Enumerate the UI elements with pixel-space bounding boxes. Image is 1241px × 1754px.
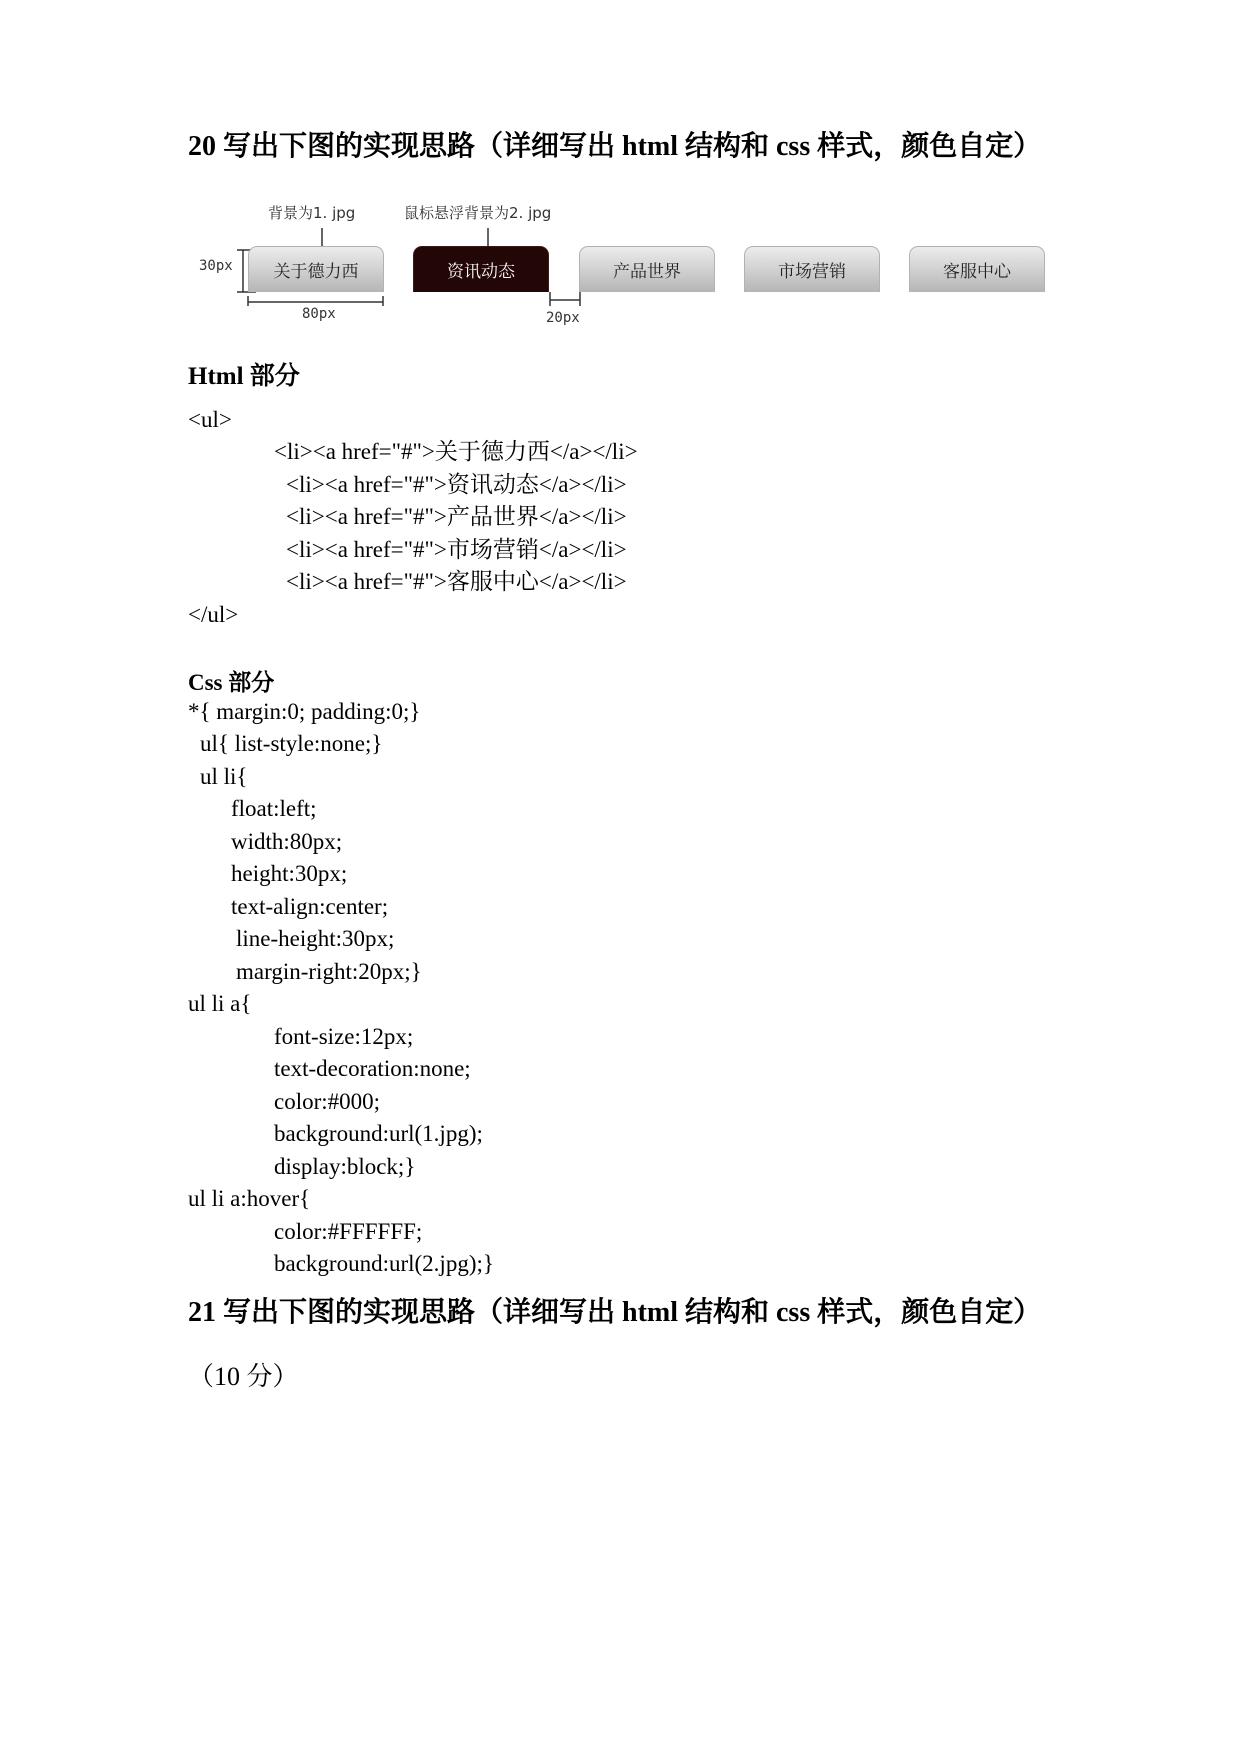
question-21-score: （10 分） (188, 1362, 299, 1391)
code-line: height:30px; (231, 861, 348, 886)
nav-tab-products[interactable]: 产品世界 (579, 246, 715, 292)
code-line: background:url(2.jpg);} (274, 1251, 494, 1276)
code-line: ul li{ (200, 764, 248, 789)
code-line: background:url(1.jpg); (274, 1121, 483, 1146)
code-line: float:left; (231, 796, 317, 821)
code-line: color:#000; (274, 1089, 381, 1114)
code-line: text-decoration:none; (274, 1056, 471, 1081)
code-line: <ul> (188, 407, 232, 432)
nav-tab-news[interactable]: 资讯动态 (413, 246, 549, 292)
code-line: <li><a href="#">客服中心</a></li> (286, 569, 627, 594)
code-line: <li><a href="#">市场营销</a></li> (286, 537, 627, 562)
annotation-bg2: 鼠标悬浮背景为2. jpg (404, 204, 552, 222)
annotation-bg1: 背景为1. jpg (268, 204, 356, 222)
css-section-heading: Css 部分 (188, 670, 275, 695)
html-section-heading: Html 部分 (188, 363, 300, 390)
code-line: ul li a{ (188, 991, 252, 1016)
gap-label: 20px (546, 310, 580, 326)
nav-tab-service[interactable]: 客服中心 (909, 246, 1045, 292)
question-21-title: 21 写出下图的实现思路（详细写出 html 结构和 css 样式，颜色自定） (188, 1297, 1042, 1328)
code-line: display:block;} (274, 1154, 416, 1179)
code-line: font-size:12px; (274, 1024, 414, 1049)
question-20-title: 20 写出下图的实现思路（详细写出 html 结构和 css 样式，颜色自定） (188, 131, 1042, 162)
nav-tab-about[interactable]: 关于德力西 (248, 246, 384, 292)
code-line: ul li a:hover{ (188, 1186, 311, 1211)
code-line: <li><a href="#">关于德力西</a></li> (274, 439, 638, 464)
code-line: line-height:30px; (236, 926, 395, 951)
height-label: 30px (199, 258, 233, 274)
code-line: </ul> (188, 602, 239, 627)
code-line: *{ margin:0; padding:0;} (188, 699, 421, 724)
code-line: <li><a href="#">资讯动态</a></li> (286, 472, 627, 497)
code-line: margin-right:20px;} (236, 959, 422, 984)
code-line: color:#FFFFFF; (274, 1219, 423, 1244)
code-line: width:80px; (231, 829, 343, 854)
nav-tab-marketing[interactable]: 市场营销 (744, 246, 880, 292)
code-line: <li><a href="#">产品世界</a></li> (286, 504, 627, 529)
code-line: text-align:center; (231, 894, 389, 919)
width-label: 80px (302, 306, 336, 322)
code-line: ul{ list-style:none;} (200, 731, 383, 756)
